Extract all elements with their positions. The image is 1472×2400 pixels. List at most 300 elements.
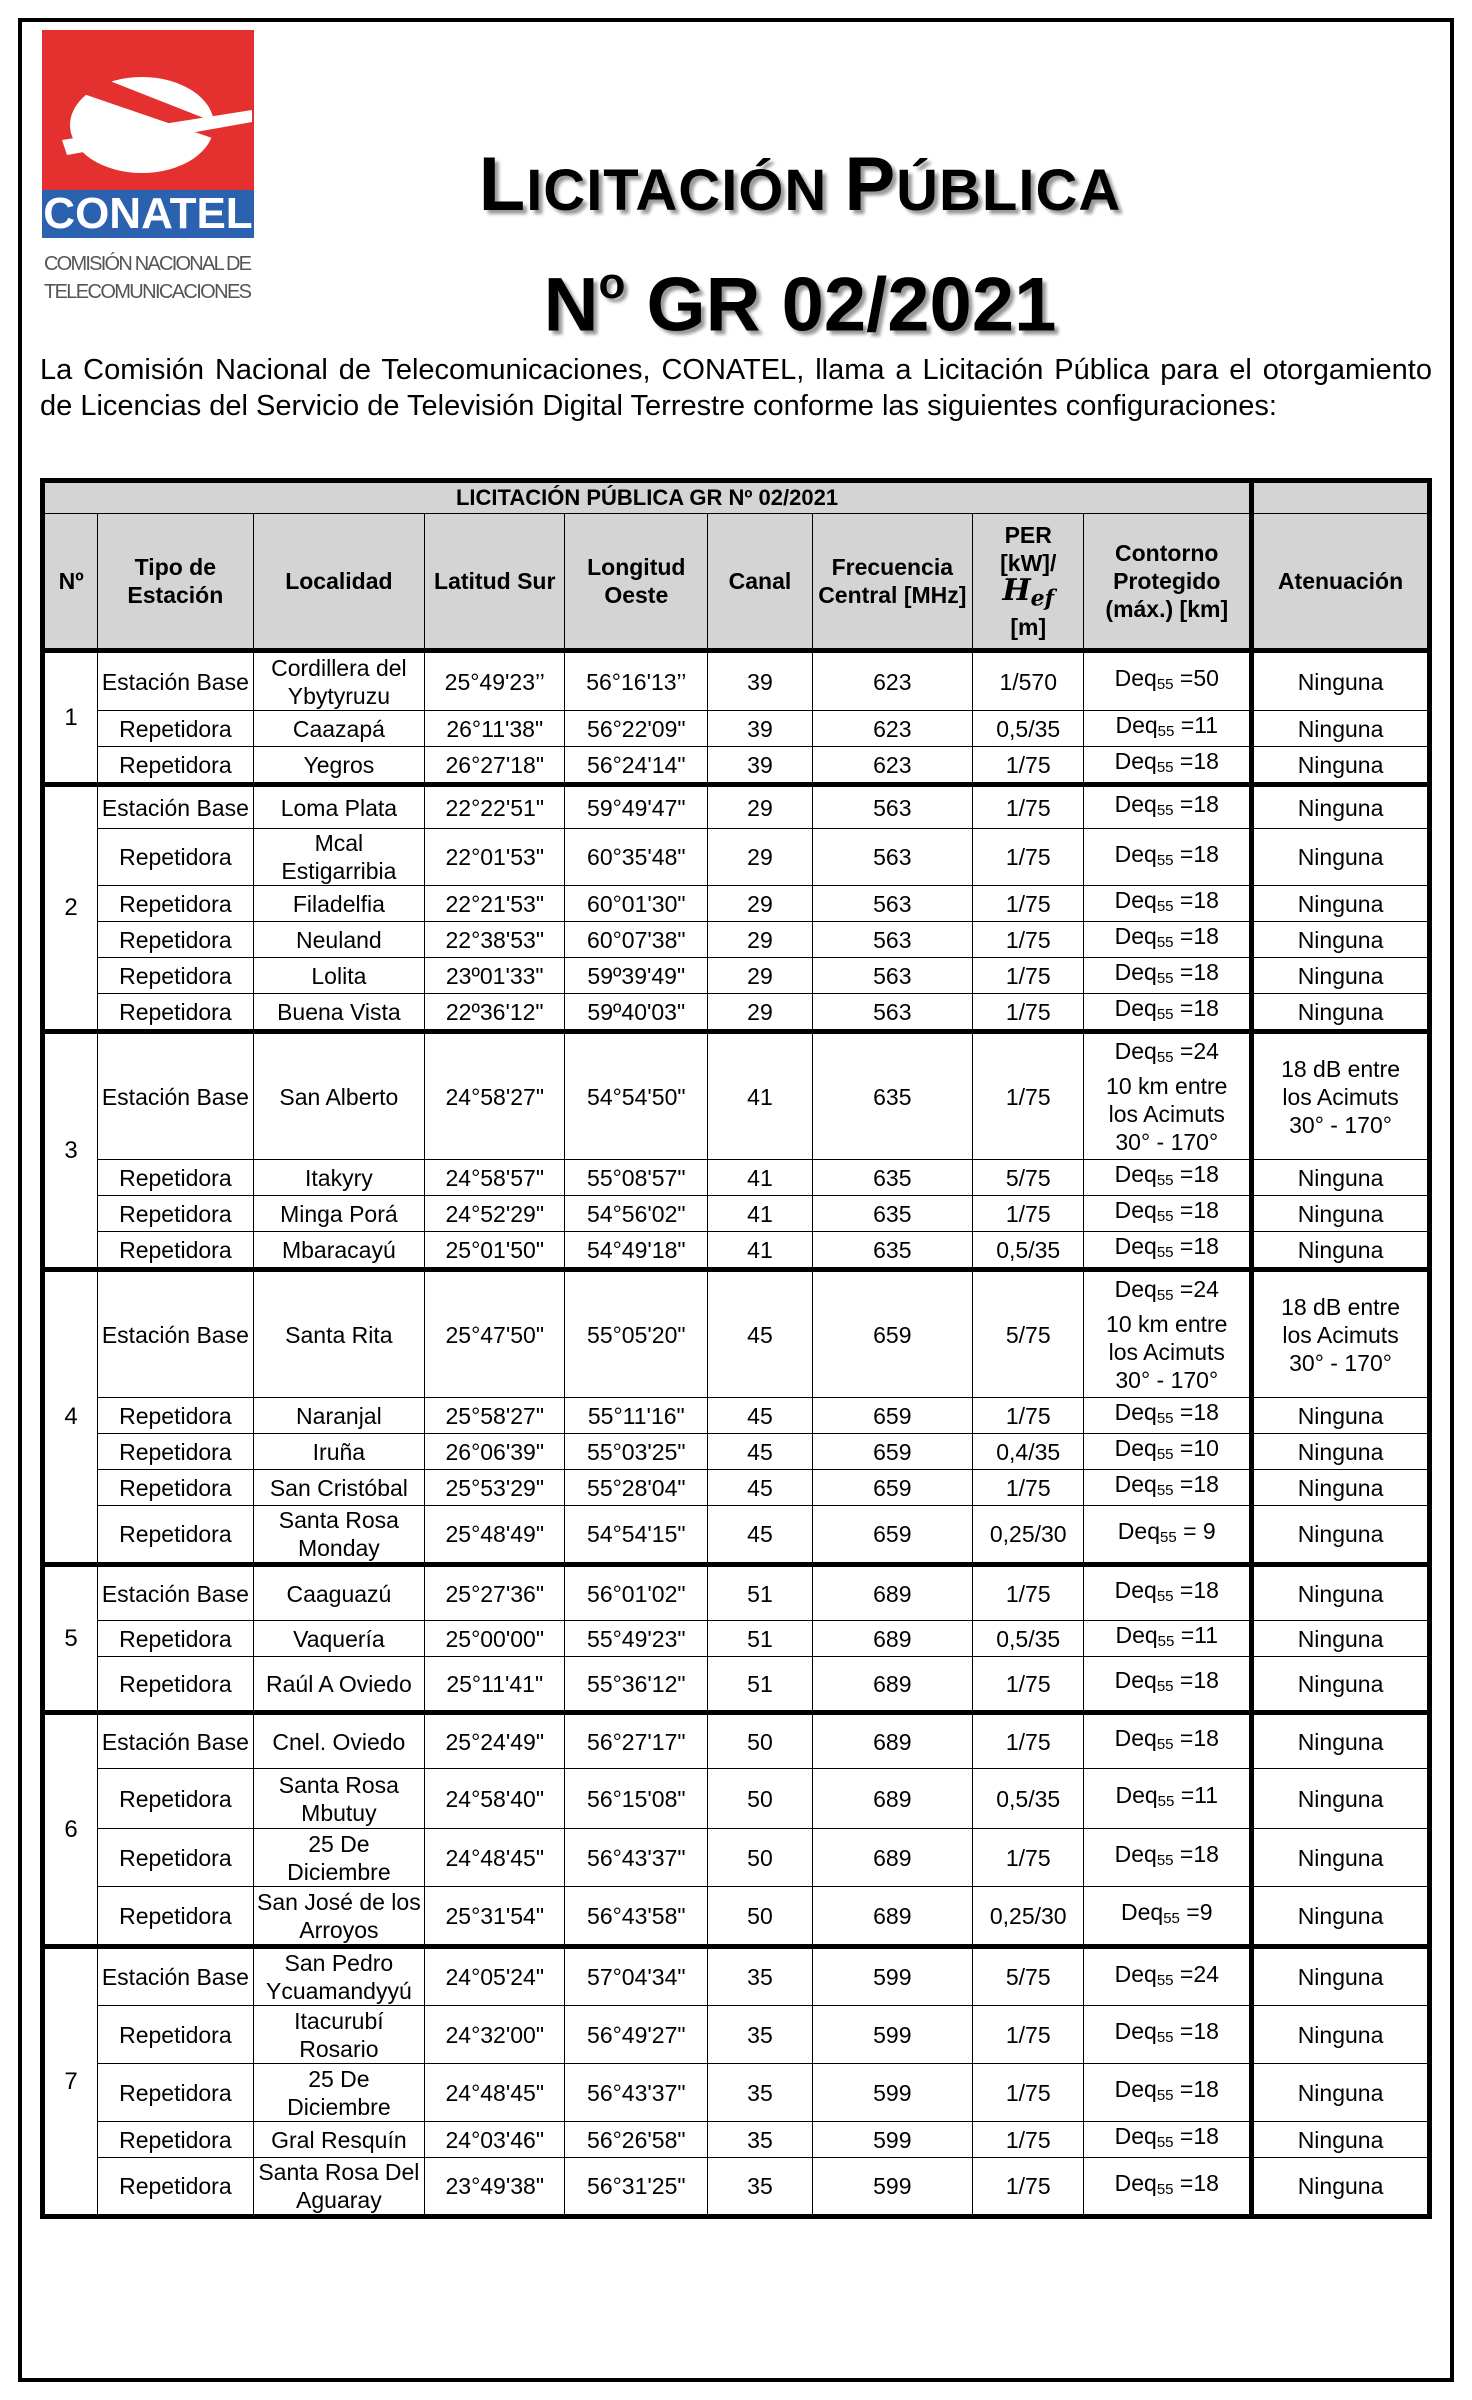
table-row — [43, 958, 1430, 994]
latitude-cell: 25°24'49" — [425, 1713, 565, 1769]
latitude-cell: 26°11'38" — [425, 711, 565, 747]
longitude-cell: 60°01'30" — [565, 886, 708, 922]
contorno-cell: Deq$_{55}$ =18 — [1084, 958, 1252, 994]
contorno-cell: Deq$_{55}$ =18 — [1084, 2064, 1252, 2122]
table-row — [43, 1887, 1430, 1947]
locality-cell: Caazapá — [253, 711, 425, 747]
atenuacion-cell: Ninguna — [1252, 747, 1430, 785]
atenuacion-cell: Ninguna — [1252, 2064, 1430, 2122]
latitude-cell: 24°48'45" — [425, 2064, 565, 2122]
station-type-cell: Repetidora — [98, 922, 253, 958]
table-row — [43, 2158, 1430, 2217]
latitude-cell: 22°38'53" — [425, 922, 565, 958]
channel-cell: 51 — [708, 1565, 812, 1621]
contorno-cell: Deq$_{55}$ =18 — [1084, 886, 1252, 922]
table-row — [43, 2122, 1430, 2158]
contorno-cell: Deq$_{55}$ =9 — [1084, 1887, 1252, 1947]
group-number: 6 — [43, 1713, 98, 1947]
latitude-cell: 25°58'27" — [425, 1398, 565, 1434]
locality-cell: San Alberto — [253, 1032, 425, 1160]
per-hef-cell: 5/75 — [973, 1160, 1084, 1196]
atenuacion-cell: Ninguna — [1252, 2122, 1430, 2158]
channel-cell: 51 — [708, 1621, 812, 1657]
atenuacion-cell: Ninguna — [1252, 785, 1430, 829]
per-hef-cell: 1/75 — [973, 1032, 1084, 1160]
station-type-cell: Repetidora — [98, 1160, 253, 1196]
contorno-cell: Deq$_{55}$ =18 — [1084, 2158, 1252, 2217]
header-contorno: Contorno Protegido (máx.) [km] — [1084, 514, 1252, 651]
longitude-cell: 56°15'08" — [565, 1769, 708, 1829]
latitude-cell: 25°53'29" — [425, 1470, 565, 1506]
per-hef-cell: 0,5/35 — [973, 1621, 1084, 1657]
station-type-cell: Estación Base — [98, 1032, 253, 1160]
frequency-cell: 689 — [812, 1713, 972, 1769]
latitude-cell: 24°48'45" — [425, 1829, 565, 1887]
per-hef-cell: 0,5/35 — [973, 1769, 1084, 1829]
table-row — [43, 1829, 1430, 1887]
station-type-cell: Repetidora — [98, 747, 253, 785]
per-hef-cell: 5/75 — [973, 1270, 1084, 1398]
station-type-cell: Repetidora — [98, 994, 253, 1032]
atenuacion-cell: Ninguna — [1252, 1565, 1430, 1621]
channel-cell: 50 — [708, 1887, 812, 1947]
locality-cell: San Cristóbal — [253, 1470, 425, 1506]
latitude-cell: 25°00'00" — [425, 1621, 565, 1657]
atenuacion-cell: Ninguna — [1252, 994, 1430, 1032]
per-hef-cell: 0,25/30 — [973, 1506, 1084, 1565]
locality-cell: Mcal Estigarribia — [253, 829, 425, 886]
table-row — [43, 747, 1430, 785]
latitude-cell: 23°49'38" — [425, 2158, 565, 2217]
header-tipo: Tipo de Estación — [98, 514, 253, 651]
intro-paragraph: La Comisión Nacional de Telecomunicaciones, CONATEL, llama a Licitación Pública para el otorgamiento de Licencias del Servicio de Televisión Digital Terrestre conforme las siguientes configuraciones: — [40, 354, 1432, 422]
latitude-cell: 25°27'36" — [425, 1565, 565, 1621]
header-longitud: Longitud Oeste — [565, 514, 708, 651]
per-hef-cell: 1/75 — [973, 1713, 1084, 1769]
contorno-cell: Deq$_{55}$ =24 10 km entre los Acimuts 30° - 170° — [1084, 1032, 1252, 1160]
table-row — [43, 829, 1430, 886]
atenuacion-cell: Ninguna — [1252, 922, 1430, 958]
atenuacion-cell: Ninguna — [1252, 886, 1430, 922]
channel-cell: 29 — [708, 829, 812, 886]
longitude-cell: 55°08'57" — [565, 1160, 708, 1196]
longitude-cell: 59°49'47" — [565, 785, 708, 829]
table-row — [43, 1196, 1430, 1232]
table-row — [43, 711, 1430, 747]
per-hef-cell: 0,5/35 — [973, 1232, 1084, 1270]
contorno-cell: Deq$_{55}$ =11 — [1084, 1621, 1252, 1657]
group-number: 7 — [43, 1947, 98, 2217]
latitude-cell: 25°47'50" — [425, 1270, 565, 1398]
atenuacion-cell: Ninguna — [1252, 1769, 1430, 1829]
frequency-cell: 599 — [812, 1947, 972, 2006]
per-hef-cell: 1/75 — [973, 2064, 1084, 2122]
latitude-cell: 26°06'39" — [425, 1434, 565, 1470]
conatel-logo-graphic — [42, 30, 257, 320]
latitude-cell: 25°01'50" — [425, 1232, 565, 1270]
channel-cell: 29 — [708, 886, 812, 922]
locality-cell: 25 De Diciembre — [253, 2064, 425, 2122]
contorno-cell: Deq$_{55}$ =18 — [1084, 1398, 1252, 1434]
table-row — [43, 886, 1430, 922]
longitude-cell: 59º40'03" — [565, 994, 708, 1032]
locality-cell: Cordillera del Ybytyruzu — [253, 651, 425, 711]
table-row — [43, 994, 1430, 1032]
atenuacion-cell: Ninguna — [1252, 2006, 1430, 2064]
latitude-cell: 24°58'27" — [425, 1032, 565, 1160]
locality-cell: Santa Rita — [253, 1270, 425, 1398]
longitude-cell: 56°16'13’’ — [565, 651, 708, 711]
frequency-cell: 623 — [812, 747, 972, 785]
atenuacion-cell: Ninguna — [1252, 1398, 1430, 1434]
channel-cell: 50 — [708, 1769, 812, 1829]
contorno-cell: Deq$_{55}$ =18 — [1084, 2122, 1252, 2158]
locality-cell: Neuland — [253, 922, 425, 958]
station-type-cell: Repetidora — [98, 1434, 253, 1470]
atenuacion-cell: Ninguna — [1252, 1232, 1430, 1270]
atenuacion-cell: 18 dB entre los Acimuts 30° - 170° — [1252, 1270, 1430, 1398]
contorno-cell: Deq$_{55}$ =10 — [1084, 1434, 1252, 1470]
title-line-2: $N_o$ GR 02/2021 — [543, 259, 1057, 348]
longitude-cell: 60°35'48" — [565, 829, 708, 886]
locality-cell: Yegros — [253, 747, 425, 785]
frequency-cell: 599 — [812, 2064, 972, 2122]
contorno-cell: Deq$_{55}$ =18 — [1084, 1829, 1252, 1887]
atenuacion-cell: Ninguna — [1252, 1160, 1430, 1196]
longitude-cell: 54°49'18" — [565, 1232, 708, 1270]
table-row — [43, 1565, 1430, 1621]
per-hef-cell: 1/75 — [973, 2158, 1084, 2217]
frequency-cell: 563 — [812, 785, 972, 829]
atenuacion-cell: Ninguna — [1252, 1887, 1430, 1947]
frequency-cell: 563 — [812, 958, 972, 994]
latitude-cell: 25°31'54" — [425, 1887, 565, 1947]
longitude-cell: 55°05'20" — [565, 1270, 708, 1398]
locality-cell: Minga Porá — [253, 1196, 425, 1232]
table-row — [43, 2064, 1430, 2122]
logo-subtitle-1: COMISIÓN NACIONAL DE — [44, 253, 252, 275]
station-type-cell: Repetidora — [98, 1887, 253, 1947]
contorno-cell: Deq$_{55}$ =18 — [1084, 922, 1252, 958]
title-line-1: LICITACIÓN PÚBLICA — [478, 142, 1122, 227]
frequency-cell: 635 — [812, 1232, 972, 1270]
locality-cell: Santa Rosa Monday — [253, 1506, 425, 1565]
contorno-cell: Deq$_{55}$ =18 — [1084, 785, 1252, 829]
atenuacion-cell: Ninguna — [1252, 2158, 1430, 2217]
station-type-cell: Repetidora — [98, 886, 253, 922]
table-row — [43, 922, 1430, 958]
header-atenuacion: Atenuación — [1252, 514, 1430, 651]
frequency-cell: 659 — [812, 1470, 972, 1506]
atenuacion-cell: Ninguna — [1252, 711, 1430, 747]
per-hef-cell: 1/570 — [973, 651, 1084, 711]
locality-cell: Cnel. Oviedo — [253, 1713, 425, 1769]
longitude-cell: 54°54'50" — [565, 1032, 708, 1160]
frequency-cell: 689 — [812, 1565, 972, 1621]
header-canal: Canal — [708, 514, 812, 651]
frequency-cell: 599 — [812, 2122, 972, 2158]
contorno-cell: Deq$_{55}$ =18 — [1084, 994, 1252, 1032]
per-hef-cell: 1/75 — [973, 922, 1084, 958]
channel-cell: 50 — [708, 1713, 812, 1769]
longitude-cell: 56°49'27" — [565, 2006, 708, 2064]
longitude-cell: 55°49'23" — [565, 1621, 708, 1657]
contorno-cell: Deq$_{55}$ =24 — [1084, 1947, 1252, 2006]
table-row — [43, 651, 1430, 711]
channel-cell: 41 — [708, 1032, 812, 1160]
station-type-cell: Estación Base — [98, 1947, 253, 2006]
latitude-cell: 25°48'49" — [425, 1506, 565, 1565]
table-row — [43, 1160, 1430, 1196]
longitude-cell: 56°27'17" — [565, 1713, 708, 1769]
per-hef-cell: 0,5/35 — [973, 711, 1084, 747]
header-per: PER [kW]/ $H_{ef}$ [m] — [973, 514, 1084, 651]
table-row — [43, 1270, 1430, 1398]
latitude-cell: 24°58'57" — [425, 1160, 565, 1196]
longitude-cell: 60°07'38" — [565, 922, 708, 958]
latitude-cell: 25°11'41" — [425, 1657, 565, 1713]
atenuacion-cell: Ninguna — [1252, 1713, 1430, 1769]
atenuacion-cell: Ninguna — [1252, 1470, 1430, 1506]
table-row — [43, 1232, 1430, 1270]
frequency-cell: 599 — [812, 2158, 972, 2217]
channel-cell: 50 — [708, 1829, 812, 1887]
station-type-cell: Repetidora — [98, 2158, 253, 2217]
station-type-cell: Repetidora — [98, 1829, 253, 1887]
logo-subtitle-2: TELECOMUNICACIONES — [44, 281, 252, 303]
frequency-cell: 689 — [812, 1657, 972, 1713]
contorno-cell: Deq$_{55}$ = 9 — [1084, 1506, 1252, 1565]
atenuacion-cell: Ninguna — [1252, 1947, 1430, 2006]
contorno-cell: Deq$_{55}$ =11 — [1084, 1769, 1252, 1829]
channel-cell: 41 — [708, 1196, 812, 1232]
locality-cell: Itakyry — [253, 1160, 425, 1196]
longitude-cell: 56°43'37" — [565, 2064, 708, 2122]
table-row — [43, 785, 1430, 829]
channel-cell: 45 — [708, 1398, 812, 1434]
header-latitud: Latitud Sur — [425, 514, 565, 651]
longitude-cell: 57°04'34" — [565, 1947, 708, 2006]
channel-cell: 35 — [708, 2064, 812, 2122]
atenuacion-cell: Ninguna — [1252, 1196, 1430, 1232]
station-type-cell: Estación Base — [98, 1713, 253, 1769]
channel-cell: 29 — [708, 922, 812, 958]
station-type-cell: Repetidora — [98, 1769, 253, 1829]
per-hef-cell: 1/75 — [973, 958, 1084, 994]
latitude-cell: 25°49'23’’ — [425, 651, 565, 711]
longitude-cell: 56°26'58" — [565, 2122, 708, 2158]
atenuacion-cell: Ninguna — [1252, 1657, 1430, 1713]
atenuacion-cell: Ninguna — [1252, 1829, 1430, 1887]
longitude-cell: 56°22'09" — [565, 711, 708, 747]
latitude-cell: 24°05'24" — [425, 1947, 565, 2006]
station-type-cell: Repetidora — [98, 2122, 253, 2158]
group-number: 4 — [43, 1270, 98, 1565]
locality-cell: Lolita — [253, 958, 425, 994]
channel-cell: 35 — [708, 1947, 812, 2006]
licitacion-table — [40, 478, 1432, 2219]
locality-cell: Santa Rosa Mbutuy — [253, 1769, 425, 1829]
contorno-cell: Deq$_{55}$ =18 — [1084, 1657, 1252, 1713]
frequency-cell: 689 — [812, 1621, 972, 1657]
frequency-cell: 635 — [812, 1196, 972, 1232]
contorno-cell: Deq$_{55}$ =18 — [1084, 829, 1252, 886]
locality-cell: Buena Vista — [253, 994, 425, 1032]
latitude-cell: 26°27'18" — [425, 747, 565, 785]
longitude-cell: 56°24'14" — [565, 747, 708, 785]
atenuacion-cell: 18 dB entre los Acimuts 30° - 170° — [1252, 1032, 1430, 1160]
locality-cell: Caaguazú — [253, 1565, 425, 1621]
document-title — [380, 140, 1220, 355]
group-number: 5 — [43, 1565, 98, 1713]
group-number: 2 — [43, 785, 98, 1032]
contorno-cell: Deq$_{55}$ =18 — [1084, 1196, 1252, 1232]
table-row — [43, 1032, 1430, 1160]
channel-cell: 35 — [708, 2006, 812, 2064]
table-row — [43, 1713, 1430, 1769]
per-hef-cell: 0,25/30 — [973, 1887, 1084, 1947]
contorno-cell: Deq$_{55}$ =11 — [1084, 711, 1252, 747]
latitude-cell: 22°21'53" — [425, 886, 565, 922]
frequency-cell: 689 — [812, 1887, 972, 1947]
channel-cell: 41 — [708, 1160, 812, 1196]
latitude-cell: 24°58'40" — [425, 1769, 565, 1829]
per-hef-cell: 1/75 — [973, 1398, 1084, 1434]
per-hef-cell: 1/75 — [973, 2006, 1084, 2064]
channel-cell: 39 — [708, 747, 812, 785]
longitude-cell: 56°01'02" — [565, 1565, 708, 1621]
frequency-cell: 563 — [812, 922, 972, 958]
table-row — [43, 1398, 1430, 1434]
channel-cell: 29 — [708, 994, 812, 1032]
station-type-cell: Repetidora — [98, 1232, 253, 1270]
station-type-cell: Repetidora — [98, 829, 253, 886]
contorno-cell: Deq$_{55}$ =18 — [1084, 1232, 1252, 1270]
frequency-cell: 563 — [812, 886, 972, 922]
channel-cell: 51 — [708, 1657, 812, 1713]
atenuacion-cell: Ninguna — [1252, 958, 1430, 994]
contorno-cell: Deq$_{55}$ =18 — [1084, 1470, 1252, 1506]
locality-cell: Mbaracayú — [253, 1232, 425, 1270]
locality-cell: Naranjal — [253, 1398, 425, 1434]
latitude-cell: 22º36'12" — [425, 994, 565, 1032]
latitude-cell: 22°01'53" — [425, 829, 565, 886]
longitude-cell: 54°56'02" — [565, 1196, 708, 1232]
frequency-cell: 659 — [812, 1434, 972, 1470]
per-hef-cell: 1/75 — [973, 886, 1084, 922]
table-row — [43, 1434, 1430, 1470]
channel-cell: 35 — [708, 2158, 812, 2217]
longitude-cell: 59º39'49" — [565, 958, 708, 994]
per-hef-cell: 1/75 — [973, 994, 1084, 1032]
station-type-cell: Repetidora — [98, 1196, 253, 1232]
station-type-cell: Estación Base — [98, 1270, 253, 1398]
contorno-cell: Deq$_{55}$ =18 — [1084, 1713, 1252, 1769]
per-hef-cell: 1/75 — [973, 1565, 1084, 1621]
station-type-cell: Repetidora — [98, 711, 253, 747]
channel-cell: 39 — [708, 651, 812, 711]
logo-brand-text: CONATEL — [43, 189, 253, 238]
frequency-cell: 635 — [812, 1032, 972, 1160]
per-hef-cell: 1/75 — [973, 2122, 1084, 2158]
table-row — [43, 1657, 1430, 1713]
frequency-cell: 563 — [812, 829, 972, 886]
station-type-cell: Estación Base — [98, 651, 253, 711]
header-num: Nº — [43, 514, 98, 651]
station-type-cell: Repetidora — [98, 2006, 253, 2064]
per-hef-cell: 5/75 — [973, 1947, 1084, 2006]
channel-cell: 41 — [708, 1232, 812, 1270]
per-hef-cell: 1/75 — [973, 747, 1084, 785]
channel-cell: 39 — [708, 711, 812, 747]
locality-cell: Santa Rosa Del Aguaray — [253, 2158, 425, 2217]
locality-cell: Loma Plata — [253, 785, 425, 829]
station-type-cell: Estación Base — [98, 1565, 253, 1621]
channel-cell: 29 — [708, 958, 812, 994]
longitude-cell: 56°31'25" — [565, 2158, 708, 2217]
latitude-cell: 24°03'46" — [425, 2122, 565, 2158]
locality-cell: 25 De Diciembre — [253, 1829, 425, 1887]
atenuacion-cell: Ninguna — [1252, 651, 1430, 711]
atenuacion-cell: Ninguna — [1252, 829, 1430, 886]
longitude-cell: 55°28'04" — [565, 1470, 708, 1506]
locality-cell: Vaquería — [253, 1621, 425, 1657]
longitude-cell: 55°36'12" — [565, 1657, 708, 1713]
per-hef-cell: 1/75 — [973, 1657, 1084, 1713]
locality-cell: Gral Resquín — [253, 2122, 425, 2158]
locality-cell: Raúl A Oviedo — [253, 1657, 425, 1713]
station-type-cell: Repetidora — [98, 1398, 253, 1434]
frequency-cell: 659 — [812, 1398, 972, 1434]
conatel-logo — [42, 30, 257, 320]
channel-cell: 35 — [708, 2122, 812, 2158]
contorno-cell: Deq$_{55}$ =50 — [1084, 651, 1252, 711]
locality-cell: Filadelfia — [253, 886, 425, 922]
channel-cell: 45 — [708, 1434, 812, 1470]
longitude-cell: 55°11'16" — [565, 1398, 708, 1434]
atenuacion-cell: Ninguna — [1252, 1434, 1430, 1470]
frequency-cell: 563 — [812, 994, 972, 1032]
frequency-cell: 659 — [812, 1270, 972, 1398]
station-type-cell: Estación Base — [98, 785, 253, 829]
channel-cell: 45 — [708, 1470, 812, 1506]
station-type-cell: Repetidora — [98, 1621, 253, 1657]
longitude-cell: 56°43'37" — [565, 1829, 708, 1887]
longitude-cell: 54°54'15" — [565, 1506, 708, 1565]
group-number: 1 — [43, 651, 98, 785]
contorno-cell: Deq$_{55}$ =18 — [1084, 1565, 1252, 1621]
station-type-cell: Repetidora — [98, 1470, 253, 1506]
table-row — [43, 1506, 1430, 1565]
frequency-cell: 689 — [812, 1769, 972, 1829]
per-hef-cell: 0,4/35 — [973, 1434, 1084, 1470]
group-number: 3 — [43, 1032, 98, 1270]
station-type-cell: Repetidora — [98, 1657, 253, 1713]
channel-cell: 45 — [708, 1506, 812, 1565]
table-banner: LICITACIÓN PÚBLICA GR Nº 02/2021 — [43, 481, 1252, 514]
frequency-cell: 689 — [812, 1829, 972, 1887]
locality-cell: Itacurubí Rosario — [253, 2006, 425, 2064]
contorno-cell: Deq$_{55}$ =18 — [1084, 747, 1252, 785]
per-hef-cell: 1/75 — [973, 1470, 1084, 1506]
header-localidad: Localidad — [253, 514, 425, 651]
header-frecuencia: Frecuencia Central [MHz] — [812, 514, 972, 651]
frequency-cell: 635 — [812, 1160, 972, 1196]
channel-cell: 45 — [708, 1270, 812, 1398]
per-hef-cell: 1/75 — [973, 1829, 1084, 1887]
station-type-cell: Repetidora — [98, 958, 253, 994]
longitude-cell: 55°03'25" — [565, 1434, 708, 1470]
